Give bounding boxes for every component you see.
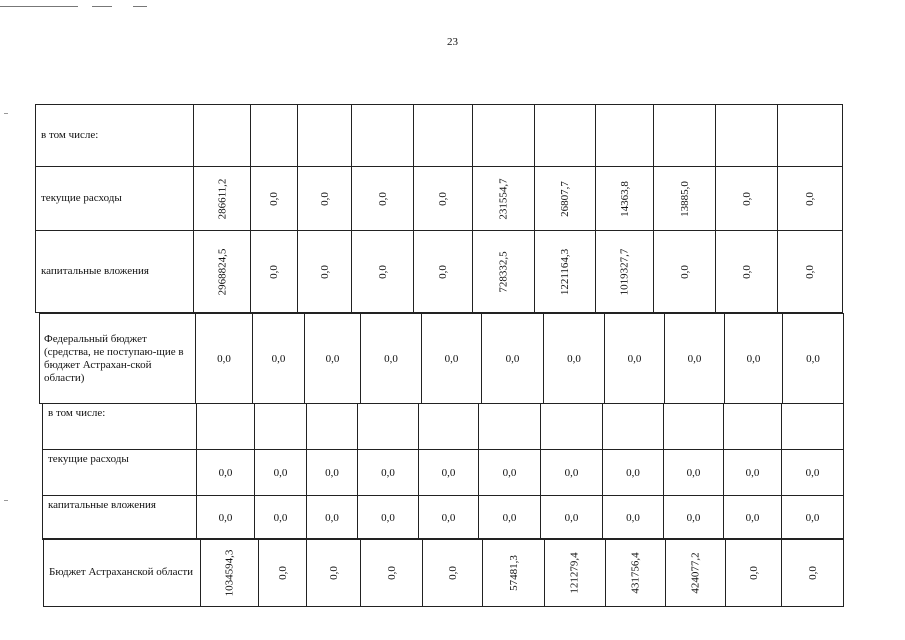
table-cell <box>201 539 259 607</box>
table-cell: 0,0 <box>544 314 605 404</box>
cell-value: 14363,8 <box>618 180 631 217</box>
table-cell: 0,0 <box>664 450 724 496</box>
scan-top-marks <box>0 6 160 8</box>
table-cell <box>352 231 414 313</box>
table-cell: 0,0 <box>255 450 307 496</box>
table-cell <box>423 539 483 607</box>
table-cell: 0,0 <box>196 314 253 404</box>
table-row <box>36 167 843 231</box>
table-cell: 0,0 <box>253 314 305 404</box>
cell-value: 2968824,5 <box>216 248 228 295</box>
table-cell <box>194 231 251 313</box>
table-cell: 0,0 <box>541 450 603 496</box>
cell-value: 1034594,3 <box>223 549 236 596</box>
table-cell <box>654 167 716 231</box>
cell-value: 286611,2 <box>216 178 228 219</box>
row-label: Бюджет Астраханской области <box>44 539 201 607</box>
table-cell: 0,0 <box>724 496 782 540</box>
row-label: текущие расходы <box>36 167 194 231</box>
cell-value: 121279,4 <box>569 551 581 594</box>
table-cell <box>726 539 782 607</box>
cell-value: 0,0 <box>376 264 389 279</box>
row-label: капитальные вложения <box>36 231 194 313</box>
table-row <box>44 539 844 607</box>
table-cell <box>251 105 298 167</box>
cell-value: 0,0 <box>740 191 753 206</box>
cell-value: 231554,7 <box>497 177 510 220</box>
table-cell: 0,0 <box>197 450 255 496</box>
table-cell <box>251 231 298 313</box>
table-cell: 0,0 <box>782 496 844 540</box>
table-cell: 0,0 <box>482 314 544 404</box>
table-row <box>43 496 844 540</box>
row-label: капитальные вложения <box>43 496 197 540</box>
table-cell <box>606 539 666 607</box>
table-cell <box>255 404 307 450</box>
table-cell <box>414 167 473 231</box>
cell-value: 0,0 <box>268 264 280 279</box>
table-cell: 0,0 <box>419 450 479 496</box>
table-cell <box>352 105 414 167</box>
table-cell: 0,0 <box>665 314 725 404</box>
table-cell: 0,0 <box>664 496 724 540</box>
cell-value: 0,0 <box>318 191 331 206</box>
budget-table-section-3 <box>42 403 844 540</box>
table-cell <box>414 105 473 167</box>
row-label: Федеральный бюджет (средства, не поступаю-щие в бюджет Астрахан-ской области) <box>40 314 196 404</box>
table-cell: 0,0 <box>307 450 358 496</box>
table-cell: 0,0 <box>307 496 358 540</box>
table-cell <box>596 231 654 313</box>
table-cell: 0,0 <box>783 314 844 404</box>
table-cell <box>716 167 778 231</box>
table-cell <box>654 105 716 167</box>
budget-table-section-4 <box>43 538 844 607</box>
table-cell <box>307 404 358 450</box>
table-cell <box>716 231 778 313</box>
table-cell <box>603 404 664 450</box>
table-cell: 0,0 <box>725 314 783 404</box>
table-cell: 0,0 <box>605 314 665 404</box>
cell-value: 0,0 <box>385 565 398 580</box>
cell-value: 0,0 <box>446 565 459 580</box>
table-row <box>36 231 843 313</box>
table-cell <box>596 105 654 167</box>
cell-value: 728332,5 <box>497 250 510 293</box>
table-cell: 0,0 <box>422 314 482 404</box>
cell-value: 1221164,3 <box>559 248 571 295</box>
table-cell <box>596 167 654 231</box>
table-cell <box>782 404 844 450</box>
cell-value: 0,0 <box>678 264 691 279</box>
table-cell: 0,0 <box>358 496 419 540</box>
table-cell <box>479 404 541 450</box>
cell-value: 26807,7 <box>559 180 571 217</box>
table-cell: 0,0 <box>603 496 664 540</box>
budget-table-section-1 <box>35 104 843 313</box>
cell-value: 0,0 <box>747 565 760 580</box>
table-cell: 0,0 <box>197 496 255 540</box>
table-cell: 0,0 <box>361 314 422 404</box>
table-cell <box>361 539 423 607</box>
table-cell: 0,0 <box>782 450 844 496</box>
cell-value: 57481,3 <box>507 554 520 591</box>
table-cell <box>483 539 545 607</box>
cell-value: 0,0 <box>437 191 449 206</box>
cell-value: 0,0 <box>327 565 340 580</box>
table-row <box>43 450 844 496</box>
cell-value: 0,0 <box>318 264 331 279</box>
table-cell: 0,0 <box>305 314 361 404</box>
table-cell <box>473 105 535 167</box>
table-cell <box>298 231 352 313</box>
table-cell: 0,0 <box>479 496 541 540</box>
table-cell <box>307 539 361 607</box>
cell-value: 0,0 <box>437 264 449 279</box>
table-cell <box>654 231 716 313</box>
cell-value: 1019327,7 <box>618 248 631 295</box>
table-cell <box>778 105 843 167</box>
scan-mark <box>4 113 8 114</box>
table-cell <box>778 167 843 231</box>
table-cell <box>352 167 414 231</box>
cell-value: 0,0 <box>276 565 289 580</box>
table-cell <box>535 231 596 313</box>
table-cell: 0,0 <box>479 450 541 496</box>
table-cell <box>259 539 307 607</box>
cell-value: 0,0 <box>804 191 816 206</box>
table-cell <box>545 539 606 607</box>
row-label: в том числе: <box>36 105 194 167</box>
table-cell <box>664 404 724 450</box>
table-cell <box>724 404 782 450</box>
table-cell <box>298 167 352 231</box>
table-cell: 0,0 <box>358 450 419 496</box>
table-cell <box>778 231 843 313</box>
table-cell: 0,0 <box>541 496 603 540</box>
cell-value: 431756,4 <box>629 551 642 594</box>
table-cell <box>194 105 251 167</box>
table-cell: 0,0 <box>255 496 307 540</box>
table-cell <box>473 231 535 313</box>
table-cell <box>358 404 419 450</box>
cell-value: 0,0 <box>268 191 280 206</box>
table-cell <box>666 539 726 607</box>
row-label: текущие расходы <box>43 450 197 496</box>
page-number: 23 <box>447 36 458 48</box>
table-cell <box>414 231 473 313</box>
table-cell: 0,0 <box>603 450 664 496</box>
cell-value: 0,0 <box>740 264 753 279</box>
cell-value: 0,0 <box>804 264 816 279</box>
table-cell <box>535 167 596 231</box>
table-cell <box>251 167 298 231</box>
table-cell <box>419 404 479 450</box>
table-cell <box>298 105 352 167</box>
row-label: в том числе: <box>43 404 197 450</box>
table-cell <box>541 404 603 450</box>
cell-value: 13885,0 <box>678 180 691 217</box>
table-cell <box>194 167 251 231</box>
table-cell: 0,0 <box>419 496 479 540</box>
table-row <box>36 105 843 167</box>
table-row <box>43 404 844 450</box>
table-cell <box>473 167 535 231</box>
cell-value: 424077,2 <box>689 551 702 594</box>
table-row <box>40 314 844 404</box>
table-cell <box>197 404 255 450</box>
scan-mark <box>4 500 8 501</box>
table-cell <box>782 539 844 607</box>
table-cell <box>716 105 778 167</box>
budget-table-section-2 <box>39 313 844 404</box>
cell-value: 0,0 <box>806 565 819 580</box>
table-cell <box>535 105 596 167</box>
table-cell: 0,0 <box>724 450 782 496</box>
cell-value: 0,0 <box>376 191 389 206</box>
